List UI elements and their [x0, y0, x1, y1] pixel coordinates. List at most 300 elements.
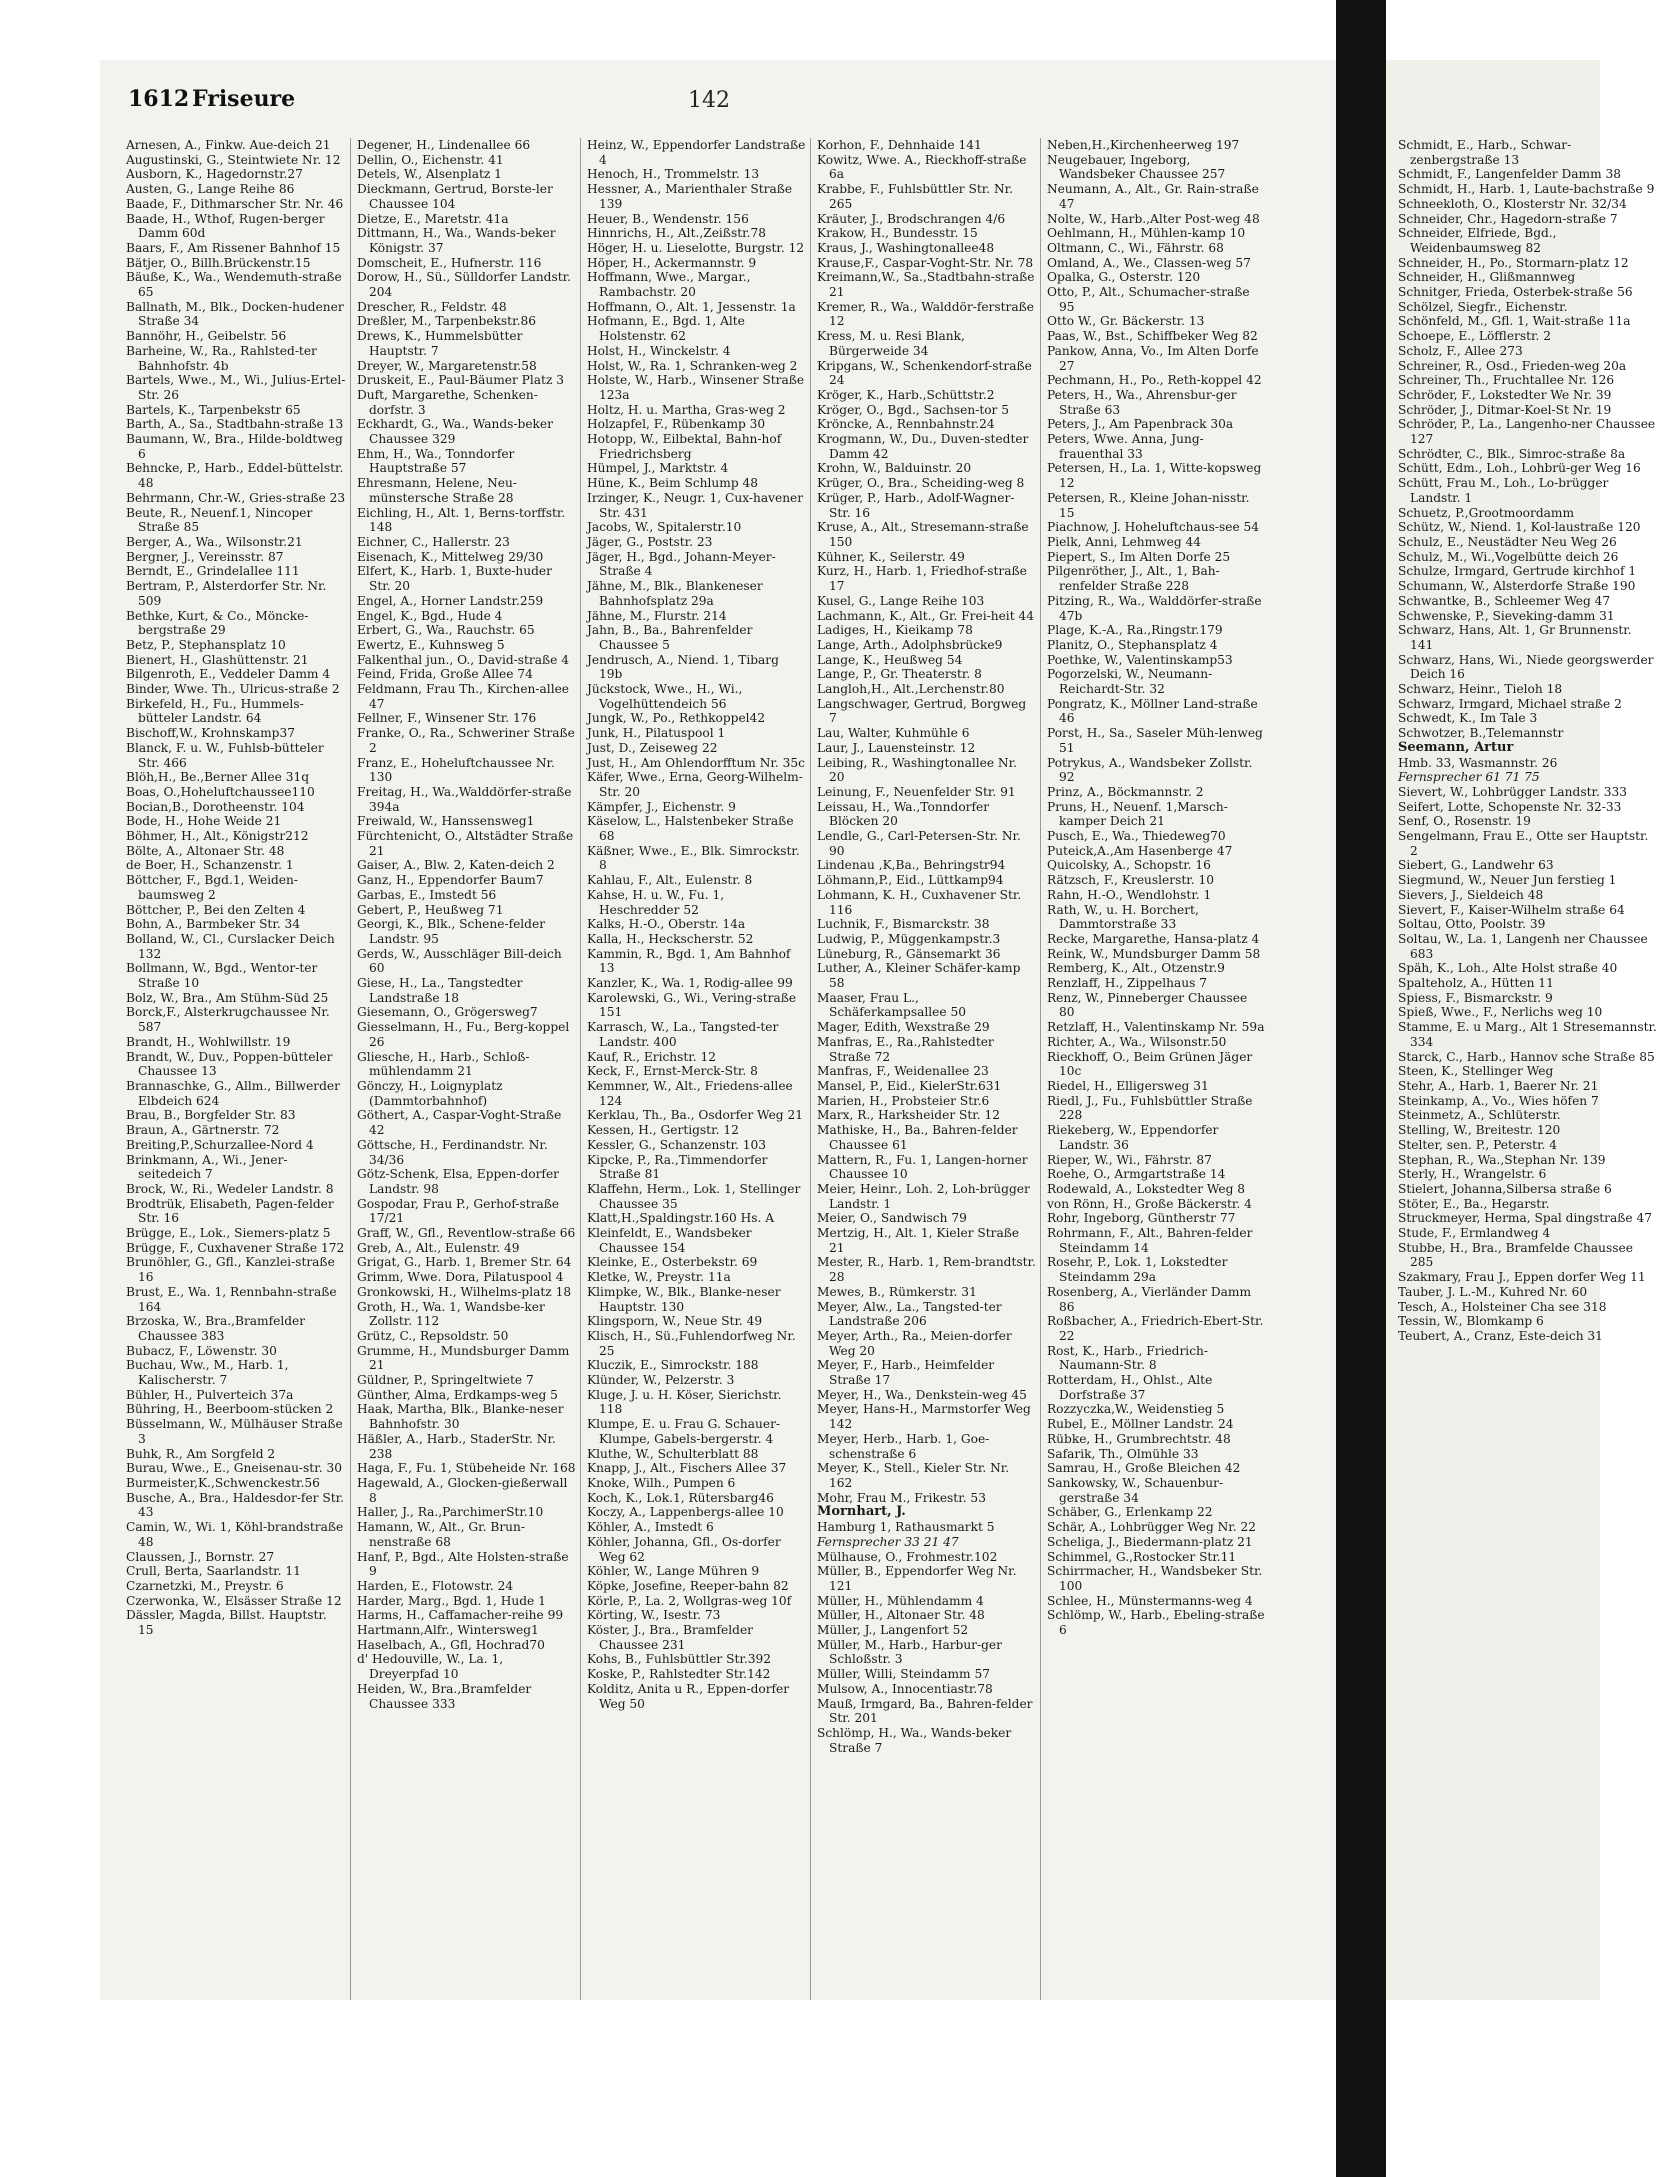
directory-entry: Freiwald, W., Hanssensweg1 [357, 814, 535, 829]
directory-entry: Schröder, F., Lokstedter We Nr. 39 [1398, 387, 1612, 402]
directory-entry: Krause,F., Caspar-Voght-Str. Nr. 78 [817, 255, 1034, 270]
directory-entry: Dässler, Magda, Billst. Hauptstr. 15 [126, 1608, 327, 1638]
directory-entry: Peters, J., Am Papenbrack 30a [1047, 417, 1234, 432]
directory-entry: Arnesen, A., Finkw. Aue-deich 21 [126, 138, 331, 152]
directory-entry: Puteick,A.,Am Hasenberge 47 [1047, 843, 1233, 858]
directory-entry: Schönfeld, M., Gfl. 1, Wait-straße 11a [1398, 314, 1631, 329]
directory-entry: Peters, H., Wa., Ahrensbur-ger Straße 63 [1047, 387, 1237, 417]
directory-entry: Böttcher, F., Bgd.1, Weiden-baumsweg 2 [126, 873, 298, 902]
directory-entry: Czerwonka, W., Elsässer Straße 12 [126, 1593, 342, 1608]
directory-entry: Recke, Margarethe, Hansa-platz 4 [1047, 931, 1260, 946]
directory-entry: Holzapfel, F., Rübenkamp 30 [587, 417, 766, 432]
directory-entry: Siebert, G., Landwehr 63 [1398, 858, 1554, 873]
directory-entry: Müller, H., Mühlendamm 4 [817, 1593, 984, 1608]
directory-entry: Güldner, P., Springeltwiete 7 [357, 1373, 534, 1388]
directory-entry: Kauf, R., Erichstr. 12 [587, 1049, 717, 1064]
directory-entry: Baade, H., Wthof, Rugen-berger Damm 60d [126, 211, 325, 241]
directory-entry: Pechmann, H., Po., Reth-koppel 42 [1047, 373, 1262, 388]
directory-entry: Sterly, H., Wrangelstr. 6 [1398, 1167, 1547, 1182]
directory-entry: Kalla, H., Heckscherstr. 52 [587, 931, 754, 946]
directory-entry: Karolewski, G., Wi., Vering-straße 151 [587, 990, 797, 1020]
directory-entry: Szakmary, Frau J., Eppen dorfer Weg 11 [1398, 1270, 1646, 1285]
directory-entry: Rozzyczka,W., Weidenstieg 5 [1047, 1402, 1225, 1417]
directory-entry: Meyer, K., Stell., Kieler Str. Nr. 162 [817, 1461, 1010, 1490]
directory-entry: Buhk, R., Am Sorgfeld 2 [126, 1446, 276, 1461]
directory-entry: Kahse, H. u. W., Fu. 1, Heschredder 52 [587, 887, 725, 917]
directory-entry: Kemmner, W., Alt., Friedens-allee 124 [587, 1079, 793, 1108]
directory-entry: Käselow, L., Halstenbeker Straße 68 [587, 814, 794, 844]
directory-entry: Harder, Marg., Bgd. 1, Hude 1 [357, 1593, 546, 1608]
directory-entry: Soltau, Otto, Poolstr. 39 [1398, 917, 1546, 932]
directory-entry: Schirrmacher, H., Wandsbeker Str. 100 [1047, 1564, 1263, 1593]
directory-entry: Opalka, G., Osterstr. 120 [1047, 270, 1201, 285]
directory-entry: Koske, P., Rahlstedter Str.142 [587, 1667, 771, 1682]
directory-entry: Ballnath, M., Blk., Docken-hudener Straße 34 [126, 299, 344, 329]
directory-entry: Erbert, G., Wa., Rauchstr. 65 [357, 623, 535, 638]
directory-entry: Luther, A., Kleiner Schäfer-kamp 58 [817, 961, 1021, 991]
directory-entry: Brannaschke, G., Allm., Billwerder Elbdeich 624 [126, 1079, 340, 1108]
directory-entry: Müller, B., Eppendorfer Weg Nr. 121 [817, 1564, 1017, 1593]
directory-entry: Schuetz, P.,Grootmoordamm [1398, 505, 1575, 520]
next-page-strip [1386, 60, 1657, 2000]
directory-entry: Büsselmann, W., Mülhäuser Straße 3 [126, 1417, 343, 1446]
directory-entry: Sievers, J., Sieldeich 48 [1398, 887, 1544, 902]
directory-entry: Höper, H., Ackermannstr. 9 [587, 255, 757, 270]
directory-entry: Bartels, K., Tarpenbekstr 65 [126, 402, 301, 417]
directory-entry: Klimpke, W., Blk., Blanke-neser Hauptstr. 130 [587, 1284, 781, 1314]
directory-entry: Kammin, R., Bgd. 1, Am Bahnhof 13 [587, 946, 791, 976]
directory-entry: Tesch, A., Holsteiner Cha see 318 [1398, 1299, 1607, 1314]
directory-entry: Potrykus, A., Wandsbeker Zollstr. 92 [1047, 755, 1253, 785]
directory-entry: Brügge, E., Lok., Siemers-platz 5 [126, 1226, 331, 1241]
directory-entry: Hmb. 33, Wasmannstr. 26 [1398, 755, 1558, 770]
directory-entry: Kluge, J. u. H. Köser, Sierichstr. 118 [587, 1387, 782, 1417]
directory-entry: Schütt, Frau M., Loh., Lo-brügger Landstr. 1 [1398, 476, 1609, 505]
directory-entry: Kessen, H., Gertigstr. 12 [587, 1123, 739, 1138]
directory-entry: Detels, W., Alsenplatz 1 [357, 167, 502, 182]
directory-entry: Müller, J., Langenfort 52 [817, 1623, 969, 1638]
directory-entry: Jäger, G., Poststr. 23 [587, 534, 713, 549]
column-2 [350, 138, 580, 2000]
directory-entry: Berger, A., Wa., Wilsonstr.21 [126, 534, 303, 549]
directory-entry: Klünder, W., Pelzerstr. 3 [587, 1373, 735, 1388]
directory-entry: Müller, Willi, Steindamm 57 [817, 1667, 990, 1682]
directory-entry: Ausborn, K., Hagedornstr.27 [126, 167, 303, 182]
directory-entry: Schmidt, H., Harb. 1, Laute-bachstraße 9 [1398, 182, 1655, 197]
directory-entry: Feldmann, Frau Th., Kirchen-allee 47 [357, 682, 570, 711]
directory-entry: Omland, A., We., Classen-weg 57 [1047, 255, 1251, 270]
directory-entry: Ehresmann, Helene, Neu-münstersche Straße 28 [357, 476, 517, 505]
directory-entry: Mulsow, A., Innocentiastr.78 [817, 1681, 993, 1696]
directory-entry: Jahn, B., Ba., Bahrenfelder Chaussee 5 [587, 623, 753, 652]
directory-entry: Breiting,P.,Schurzallee-Nord 4 [126, 1137, 314, 1152]
directory-entry: Binder, Wwe. Th., Ulricus-straße 2 [126, 682, 340, 697]
directory-entry: Spieß, Wwe., F., Nerlichs weg 10 [1398, 1005, 1603, 1020]
directory-entry: Quicolsky, A., Schopstr. 16 [1047, 858, 1211, 873]
directory-entry: Augustinski, G., Steintwiete Nr. 12 [126, 152, 341, 167]
directory-entry: Haselbach, A., Gfl, Hochrad70 [357, 1637, 545, 1652]
directory-entry: Steinkamp, A., Vo., Wies höfen 7 [1398, 1093, 1599, 1108]
directory-entry: Schäber, G., Erlenkamp 22 [1047, 1505, 1213, 1520]
directory-entry: Hessner, A., Marienthaler Straße 139 [587, 182, 793, 211]
directory-entry: Blanck, F. u. W., Fuhlsb-bütteler Str. 466 [126, 740, 324, 770]
directory-entry: Rosenberg, A., Vierländer Damm 86 [1047, 1284, 1252, 1314]
directory-entry: Haller, J., Ra.,ParchimerStr.10 [357, 1505, 544, 1520]
directory-entry: Schneekloth, O., Klosterstr Nr. 32/34 [1398, 196, 1627, 211]
directory-entry: Reink, W., Mundsburger Damm 58 [1047, 946, 1261, 961]
directory-entry: Senf, O., Rosenstr. 19 [1398, 814, 1531, 829]
directory-entry: Brunöhler, G., Gfl., Kanzlei-straße 16 [126, 1255, 335, 1285]
directory-entry: Bühler, H., Pulverteich 37a [126, 1387, 294, 1402]
directory-entry: Schütt, Edm., Loh., Lohbrü-ger Weg 16 [1398, 461, 1641, 476]
directory-entry: Riedl, J., Fu., Fuhlsbüttler Straße 228 [1047, 1093, 1253, 1123]
directory-entry: Hüne, K., Beim Schlump 48 [587, 476, 759, 491]
directory-entry: Druskeit, E., Paul-Bäumer Platz 3 [357, 373, 564, 388]
directory-entry: Schnitger, Frieda, Osterbek-straße 56 [1398, 285, 1633, 300]
directory-entry: Piachnow, J. Hoheluftchaus-see 54 [1047, 520, 1260, 535]
directory-entry: Schwotzer, B.,Telemannstr [1398, 726, 1564, 741]
directory-entry: Rieckhoff, O., Beim Grünen Jäger 10c [1047, 1049, 1253, 1079]
directory-entry: Groth, H., Wa. 1, Wandsbe-ker Zollstr. 112 [357, 1299, 545, 1329]
directory-entry: Barheine, W., Ra., Rahlsted-ter Bahnhofstr. 4b [126, 343, 317, 373]
directory-entry: Haga, F., Fu. 1, Stübeheide Nr. 168 [357, 1461, 576, 1476]
directory-entry: Teubert, A., Cranz, Este-deich 31 [1398, 1328, 1603, 1343]
directory-entry: Lange, K., Heußweg 54 [817, 652, 963, 667]
directory-entry: Schröder, J., Ditmar-Koel-St Nr. 19 [1398, 402, 1612, 417]
directory-entry: Oltmann, C., Wi., Fährstr. 68 [1047, 240, 1224, 255]
directory-entry: Bubacz, F., Löwenstr. 30 [126, 1343, 277, 1358]
directory-entry: Neumann, A., Alt., Gr. Rain-straße 47 [1047, 182, 1259, 211]
directory-entry: Borck,F., Alsterkrugchaussee Nr. 587 [126, 1005, 330, 1035]
directory-entry: Jähne, M., Blk., Blankeneser Bahnhofsplatz 29a [587, 579, 763, 608]
directory-entry: Bolz, W., Bra., Am Stühm-Süd 25 [126, 990, 329, 1005]
directory-entry: Bertram, P., Alsterdorfer Str. Nr. 509 [126, 579, 327, 608]
directory-entry: Keck, F., Ernst-Merck-Str. 8 [587, 1064, 758, 1079]
directory-entry: Rätzsch, F., Kreuslerstr. 10 [1047, 873, 1214, 888]
directory-entry: Pilgenröther, J., Alt., 1, Bah-renfelder Straße 228 [1047, 564, 1220, 594]
directory-entry: Grigat, G., Harb. 1, Bremer Str. 64 [357, 1255, 572, 1270]
page-number: 1612 [128, 86, 190, 112]
directory-entry: Bollmann, W., Bgd., Wentor-ter Straße 10 [126, 961, 318, 991]
directory-entry: Langschwager, Gertrud, Borgweg 7 [817, 696, 1027, 726]
directory-entry: Kleinfeldt, E., Wandsbeker Chaussee 154 [587, 1226, 752, 1255]
directory-entry: Safarik, Th., Olmühle 33 [1047, 1446, 1199, 1461]
directory-entry: Jacobs, W., Spitalerstr.10 [587, 520, 742, 535]
directory-entry: Körting, W., Isestr. 73 [587, 1608, 721, 1623]
directory-entry: Greb, A., Alt., Eulenstr. 49 [357, 1240, 520, 1255]
column-3 [580, 138, 810, 2000]
directory-entry: Krogmann, W., Du., Duven-stedter Damm 42 [817, 432, 1029, 461]
directory-entry: Nolte, W., Harb.,Alter Post-weg 48 [1047, 211, 1260, 226]
directory-entry: Henoch, H., Trommelstr. 13 [587, 167, 760, 182]
directory-entry: Schneider, H., Po., Stormarn-platz 12 [1398, 255, 1629, 270]
directory-entry: Plage, K.-A., Ra.,Ringstr.179 [1047, 623, 1223, 638]
directory-entry: Klaffehn, Herm., Lok. 1, Stellinger Chaussee 35 [587, 1181, 801, 1211]
directory-entry: Otto, P., Alt., Schumacher-straße 95 [1047, 285, 1250, 314]
directory-entry: Rohrmann, F., Alt., Bahren-felder Steindamm 14 [1047, 1226, 1253, 1255]
directory-entry: Schwedt, K., Im Tale 3 [1398, 711, 1538, 726]
directory-entry: Ganz, H., Eppendorfer Baum7 [357, 873, 544, 888]
directory-entry: Schwarz, Irmgard, Michael straße 2 [1398, 696, 1622, 711]
directory-entry: Korhon, F., Dehnhaide 141 [817, 138, 982, 152]
directory-entry: Holtz, H. u. Martha, Gras-weg 2 [587, 402, 786, 417]
directory-entry: Kühner, K., Seilerstr. 49 [817, 549, 965, 564]
directory-entry: Irzinger, K., Neugr. 1, Cux-havener Str. 431 [587, 490, 804, 520]
directory-entry: Mohr, Frau M., Frikestr. 53 [817, 1490, 986, 1505]
directory-entry: Schwenske, P., Sieveking-damm 31 [1398, 608, 1615, 623]
directory-entry: Engel, K., Bgd., Hude 4 [357, 608, 503, 623]
directory-entry: Birkefeld, H., Fu., Hummels-bütteler Landstr. 64 [126, 696, 304, 726]
directory-entry: Spiess, F., Bismarckstr. 9 [1398, 990, 1553, 1005]
directory-entry: Meyer, Alw., La., Tangsted-ter Landstraße 206 [817, 1299, 1002, 1329]
directory-entry: Riedel, H., Elligersweg 31 [1047, 1079, 1209, 1093]
directory-entry: Czarnetzki, M., Preystr. 6 [126, 1578, 284, 1593]
directory-entry: Graff, W., Gfl., Reventlow-straße 66 [357, 1226, 576, 1241]
directory-entry: Böttcher, P., Bei den Zelten 4 [126, 902, 306, 917]
directory-entry: Haak, Martha, Blk., Blanke-neser Bahnhofstr. 30 [357, 1402, 564, 1432]
directory-entry: Paas, W., Bst., Schiffbeker Weg 82 [1047, 329, 1258, 344]
directory-entry: Rost, K., Harb., Friedrich-Naumann-Str. 8 [1047, 1343, 1208, 1373]
directory-entry: Jendrusch, A., Niend. 1, Tibarg 19b [587, 652, 779, 682]
directory-entry: Brodtrük, Elisabeth, Pagen-felder Str. 16 [126, 1196, 334, 1226]
directory-entry: Götz-Schenk, Elsa, Eppen-dorfer Landstr. 98 [357, 1167, 559, 1196]
directory-entry: Busche, A., Bra., Haldesdor-fer Str. 43 [126, 1490, 344, 1520]
directory-entry: Fernsprecher 61 71 75 [1398, 770, 1540, 785]
directory-entry: Otto W., Gr. Bäckerstr. 13 [1047, 314, 1205, 329]
directory-entry: Fellner, F., Winsener Str. 176 [357, 711, 537, 726]
directory-entry: Kluthe, W., Schulterblatt 88 [587, 1446, 759, 1461]
directory-entry: Kerklau, Th., Ba., Osdorfer Weg 21 [587, 1108, 803, 1123]
directory-entry: Holste, W., Harb., Winsener Straße 123a [587, 373, 805, 402]
directory-entry: Georgi, K., Blk., Schene-felder Landstr. 95 [357, 917, 546, 946]
directory-entry: Kröger, O., Bgd., Sachsen-tor 5 [817, 402, 1010, 417]
directory-entry: Stelter, sen. P., Peterstr. 4 [1398, 1137, 1558, 1152]
directory-entry: Starck, C., Harb., Hannov sche Straße 85 [1398, 1049, 1655, 1064]
directory-entry: Luchnik, F., Bismarckstr. 38 [817, 917, 990, 932]
directory-entry: Berndt, E., Grindelallee 111 [126, 564, 300, 579]
directory-entry: Bolland, W., Cl., Curslacker Deich 132 [126, 931, 335, 961]
directory-entry: Stelling, W., Breitestr. 120 [1398, 1123, 1561, 1138]
directory-entry: Kessler, G., Schanzenstr. 103 [587, 1137, 767, 1152]
directory-entry: Poethke, W., Valentinskamp53 [1047, 652, 1233, 667]
directory-entry: Richter, A., Wa., Wilsonstr.50 [1047, 1034, 1227, 1049]
directory-entry: Langloh,H., Alt.,Lerchenstr.80 [817, 682, 1005, 697]
directory-entry: Samrau, H., Große Bleichen 42 [1047, 1461, 1241, 1476]
directory-entry: Grumme, H., Mundsburger Damm 21 [357, 1343, 570, 1373]
directory-entry: Kurz, H., Harb. 1, Friedhof-straße 17 [817, 564, 1027, 594]
directory-entry: Schulz, E., Neustädter Neu Weg 26 [1398, 534, 1617, 549]
directory-entry: Meyer, F., Harb., Heimfelder Straße 17 [817, 1358, 995, 1388]
directory-entry: Bocian,B., Dorotheenstr. 104 [126, 799, 305, 814]
directory-entry: Häßler, A., Harb., StaderStr. Nr. 238 [357, 1431, 556, 1461]
directory-entry: Kletke, W., Preystr. 11a [587, 1270, 731, 1285]
directory-entry: Sengelmann, Frau E., Otte ser Hauptstr. 2 [1398, 829, 1649, 858]
directory-entry: Koczy, A., Lappenbergs-allee 10 [587, 1505, 784, 1520]
directory-entry: Kremer, R., Wa., Walddör-ferstraße 12 [817, 299, 1034, 329]
directory-entry: Göttsche, H., Ferdinandstr. Nr. 34/36 [357, 1137, 548, 1167]
directory-entry: Köhler, W., Lange Mühren 9 [587, 1564, 760, 1579]
directory-entry: Gerds, W., Ausschläger Bill-deich 60 [357, 946, 562, 976]
directory-entry: Jückstock, Wwe., H., Wi., Vogelhüttendeich 56 [587, 682, 743, 711]
directory-entry: Piepert, S., Im Alten Dorfe 25 [1047, 549, 1231, 564]
directory-entry: von Rönn, H., Große Bäckerstr. 4 [1047, 1196, 1252, 1211]
directory-entry: Brust, E., Wa. 1, Rennbahn-straße 164 [126, 1284, 337, 1314]
directory-entry: Mornhart, J. [817, 1504, 906, 1520]
directory-entry: Kripgans, W., Schenkendorf-straße 24 [817, 358, 1032, 388]
directory-entry: Krakow, H., Bundesstr. 15 [817, 226, 978, 241]
directory-entry: Müller, H., Altonaer Str. 48 [817, 1608, 985, 1623]
directory-entry: Bannöhr, H., Geibelstr. 56 [126, 329, 287, 344]
directory-entry: Ewertz, E., Kuhnsweg 5 [357, 637, 505, 652]
directory-entry: Kleinke, E., Osterbekstr. 69 [587, 1255, 758, 1270]
directory-entry: Bergner, J., Vereinsstr. 87 [126, 549, 284, 564]
directory-entry: Drews, K., Hummelsbütter Hauptstr. 7 [357, 329, 523, 358]
directory-entry: Mertzig, H., Alt. 1, Kieler Straße 21 [817, 1226, 1020, 1255]
directory-entry: Dreyer, W., Margaretenstr.58 [357, 358, 537, 373]
directory-entry: Seifert, Lotte, Schopenste Nr. 32-33 [1398, 799, 1622, 814]
directory-entry: Remberg, K., Alt., Otzenstr.9 [1047, 961, 1225, 976]
directory-entry: Krüger, O., Bra., Scheiding-weg 8 [817, 476, 1025, 491]
directory-entry: Petersen, R., Kleine Johan-nisstr. 15 [1047, 490, 1250, 520]
directory-entry: Klatt,H.,Spaldingstr.160 Hs. A [587, 1211, 775, 1226]
directory-entry: Planitz, O., Stephansplatz 4 [1047, 637, 1218, 652]
column-4 [810, 138, 1040, 2000]
directory-entry: Neugebauer, Ingeborg, Wandsbeker Chaussee 257 [1047, 152, 1226, 182]
directory-entry: Giesemann, O., Grögersweg7 [357, 1005, 538, 1020]
directory-entry: Engel, A., Horner Landstr.259 [357, 593, 544, 608]
directory-entry: Krohn, W., Balduinstr. 20 [817, 461, 972, 476]
directory-entry: Mager, Edith, Wexstraße 29 [817, 1020, 990, 1035]
directory-entry: Giesselmann, H., Fu., Berg-koppel 26 [357, 1020, 570, 1049]
directory-entry: Baumann, W., Bra., Hilde-boldtweg 6 [126, 432, 343, 461]
directory-entry: Heuer, B., Wendenstr. 156 [587, 211, 749, 226]
directory-entry: Schneider, H., Glißmannweg [1398, 270, 1576, 285]
directory-entry: Kusel, G., Lange Reihe 103 [817, 593, 985, 608]
page-header [128, 86, 1336, 120]
directory-entry: Soltau, W., La. 1, Langenh ner Chaussee 683 [1398, 931, 1648, 961]
directory-entry: Müller, M., Harb., Harbur-ger Schloßstr. 3 [817, 1637, 1002, 1667]
directory-entry: Freitag, H., Wa.,Walddörfer-straße 394a [357, 784, 572, 814]
directory-entry: Siegmund, W., Neuer Jun ferstieg 1 [1398, 873, 1617, 888]
directory-entry: Junk, H., Pilatuspool 1 [587, 726, 726, 741]
directory-entry: Sankowsky, W., Schauenbur-gerstraße 34 [1047, 1475, 1224, 1505]
directory-entry: Marx, R., Harksheider Str. 12 [817, 1108, 1001, 1123]
directory-entry: Gospodar, Frau P., Gerhof-straße 17/21 [357, 1196, 560, 1226]
directory-entry: Beute, R., Neuenf.1, Nincoper Straße 85 [126, 505, 313, 535]
directory-entry: Knoke, Wilh., Pumpen 6 [587, 1475, 736, 1490]
directory-entry: Körle, P., La. 2, Wollgras-weg 10f [587, 1593, 792, 1608]
directory-entry: Harden, E., Flotowstr. 24 [357, 1578, 514, 1593]
directory-entry: Peters, Wwe. Anna, Jung-frauenthal 33 [1047, 432, 1204, 461]
directory-entry: Gönczy, H., Loignyplatz (Dammtorbahnhof) [357, 1079, 503, 1108]
directory-entry: Hoffmann, Wwe., Margar., Rambachstr. 20 [587, 270, 751, 300]
directory-entry: Schwarz, Hans, Alt. 1, Gr Brunnenstr. 141 [1398, 623, 1632, 652]
directory-entry: Karrasch, W., La., Tangsted-ter Landstr. 400 [587, 1020, 779, 1049]
directory-entry: Drescher, R., Feldstr. 48 [357, 299, 507, 314]
directory-entry: Grütz, C., Repsoldstr. 50 [357, 1328, 509, 1343]
directory-entry: Giese, H., La., Tangstedter Landstraße 18 [357, 976, 523, 1005]
directory-entry: Steinmetz, A., Schlüterstr. [1398, 1108, 1561, 1123]
directory-entry: Rosehr, P., Lok. 1, Lokstedter Steindamm 29a [1047, 1255, 1228, 1285]
directory-entry: Hanf, P., Bgd., Alte Holsten-straße 9 [357, 1549, 569, 1579]
directory-entry: Meier, O., Sandwisch 79 [817, 1211, 967, 1226]
column-5 [1040, 138, 1270, 2000]
directory-entry: Buchau, Ww., M., Harb. 1, Kalischerstr. 7 [126, 1358, 289, 1388]
directory-entry: Bölte, A., Altonaer Str. 48 [126, 843, 285, 858]
directory-entry: Scholz, F., Allee 273 [1398, 343, 1523, 358]
directory-entry: Franz, E., Hoheluftchaussee Nr. 130 [357, 755, 555, 785]
directory-entry: Klingsporn, W., Neue Str. 49 [587, 1314, 763, 1329]
directory-entry: Lau, Walter, Kuhmühle 6 [817, 726, 970, 741]
directory-entry: Pongratz, K., Möllner Land-straße 46 [1047, 696, 1258, 726]
directory-entry: Holst, H., Winckelstr. 4 [587, 343, 731, 358]
directory-entry: Schulze, Irmgard, Gertrude kirchhof 1 [1398, 564, 1637, 579]
directory-entry: Kress, M. u. Resi Blank, Bürgerweide 34 [817, 329, 965, 358]
directory-entry: Köpke, Josefine, Reeper-bahn 82 [587, 1578, 789, 1593]
directory-entry: Tessin, W., Blomkamp 6 [1398, 1314, 1544, 1329]
directory-entry: Kluczik, E., Simrockstr. 188 [587, 1358, 759, 1373]
directory-entry: Kröger, K., Harb.,Schüttstr.2 [817, 387, 995, 402]
directory-entry: Renz, W., Pinneberger Chaussee 80 [1047, 990, 1248, 1020]
directory-entry: Meyer, Hans-H., Marmstorfer Weg 142 [817, 1402, 1031, 1432]
directory-entry: Bienert, H., Glashüttenstr. 21 [126, 652, 309, 667]
directory-entry: Renzlaff, H., Zippelhaus 7 [1047, 976, 1207, 991]
directory-entry: Schwarz, Heinr., Tieloh 18 [1398, 682, 1563, 697]
directory-entry: Schulz, M., Wi.,Vogelbütte deich 26 [1398, 549, 1619, 564]
directory-entry: Brock, W., Ri., Wedeler Landstr. 8 [126, 1181, 334, 1196]
directory-entry: Heiden, W., Bra.,Bramfelder Chaussee 333 [357, 1681, 532, 1711]
directory-entry: Mauß, Irmgard, Ba., Bahren-felder Str. 201 [817, 1696, 1033, 1726]
directory-entry: Just, H., Am Ohlendorfftum Nr. 35c [587, 755, 805, 770]
directory-entry: Marien, H., Probsteier Str.6 [817, 1093, 990, 1108]
directory-entry: Manfras, F., Weidenallee 23 [817, 1064, 989, 1079]
directory-entry: Kraus, J., Washingtonallee48 [817, 240, 995, 255]
directory-entry: Jäger, H., Bgd., Johann-Meyer-Straße 4 [587, 549, 776, 579]
directory-entry: Franke, O., Ra., Schweriner Straße 2 [357, 726, 575, 755]
directory-entry: Behncke, P., Harb., Eddel-büttelstr. 48 [126, 461, 344, 491]
directory-entry: Leibing, R., Washingtonallee Nr. 20 [817, 755, 1017, 785]
directory-entry: Dellin, O., Eichenstr. 41 [357, 152, 504, 167]
directory-entry: Pruns, H., Neuenf. 1,Marsch-kamper Deich 21 [1047, 799, 1228, 829]
directory-entry: Garbas, E., Imstedt 56 [357, 887, 497, 902]
directory-entry: Manfras, E., Ra.,Rahlstedter Straße 72 [817, 1034, 994, 1064]
directory-entry: Schwarz, Hans, Wi., Niede georgswerder Deich 16 [1398, 652, 1654, 682]
directory-entry: Schmidt, F., Langenfelder Damm 38 [1398, 167, 1622, 182]
directory-entry: Ludwig, P., Müggenkampstr.3 [817, 931, 1001, 946]
directory-entry: Eichling, H., Alt. 1, Berns-torffstr. 148 [357, 505, 566, 535]
directory-entry: Kipcke, P., Ra.,Timmendorfer Straße 81 [587, 1152, 768, 1182]
directory-entry: Sievert, F., Kaiser-Wilhelm straße 64 [1398, 902, 1625, 917]
directory-entry: Steen, K., Stellinger Weg [1398, 1064, 1554, 1079]
directory-entry: Brügge, F., Cuxhavener Straße 172 [126, 1240, 345, 1255]
directory-entry: Brandt, H., Wohlwillstr. 19 [126, 1034, 291, 1049]
directory-entry: Rübke, H., Grumbrechtstr. 48 [1047, 1431, 1231, 1446]
directory-entry: Jähne, M., Flurstr. 214 [587, 608, 727, 623]
directory-entry: Pogorzelski, W., Neumann-Reichardt-Str. 32 [1047, 667, 1213, 697]
directory-entry: Schreiner, R., Osd., Frieden-weg 20a [1398, 358, 1627, 373]
directory-entry: Fernsprecher 33 21 47 [817, 1534, 959, 1549]
directory-entry: Fürchtenicht, O., Altstädter Straße 21 [357, 829, 574, 858]
directory-entry: Stamme, E. u Marg., Alt 1 Stresemannstr. 334 [1398, 1020, 1657, 1049]
directory-entry: Oehlmann, H., Mühlen-kamp 10 [1047, 226, 1246, 241]
directory-entry: Köster, J., Bra., Bramfelder Chaussee 231 [587, 1623, 754, 1652]
directory-entry: Stephan, R., Wa.,Stephan Nr. 139 [1398, 1152, 1606, 1167]
page-center-number: 142 [688, 88, 730, 113]
directory-entry: Crull, Berta, Saarlandstr. 11 [126, 1564, 301, 1579]
directory-entry: Schütz, W., Niend. 1, Kol-laustraße 120 [1398, 520, 1641, 535]
directory-entry: Kowitz, Wwe. A., Rieckhoff-straße 6a [817, 152, 1027, 182]
directory-entry: Stielert, Johanna,Silbersa straße 6 [1398, 1181, 1612, 1196]
